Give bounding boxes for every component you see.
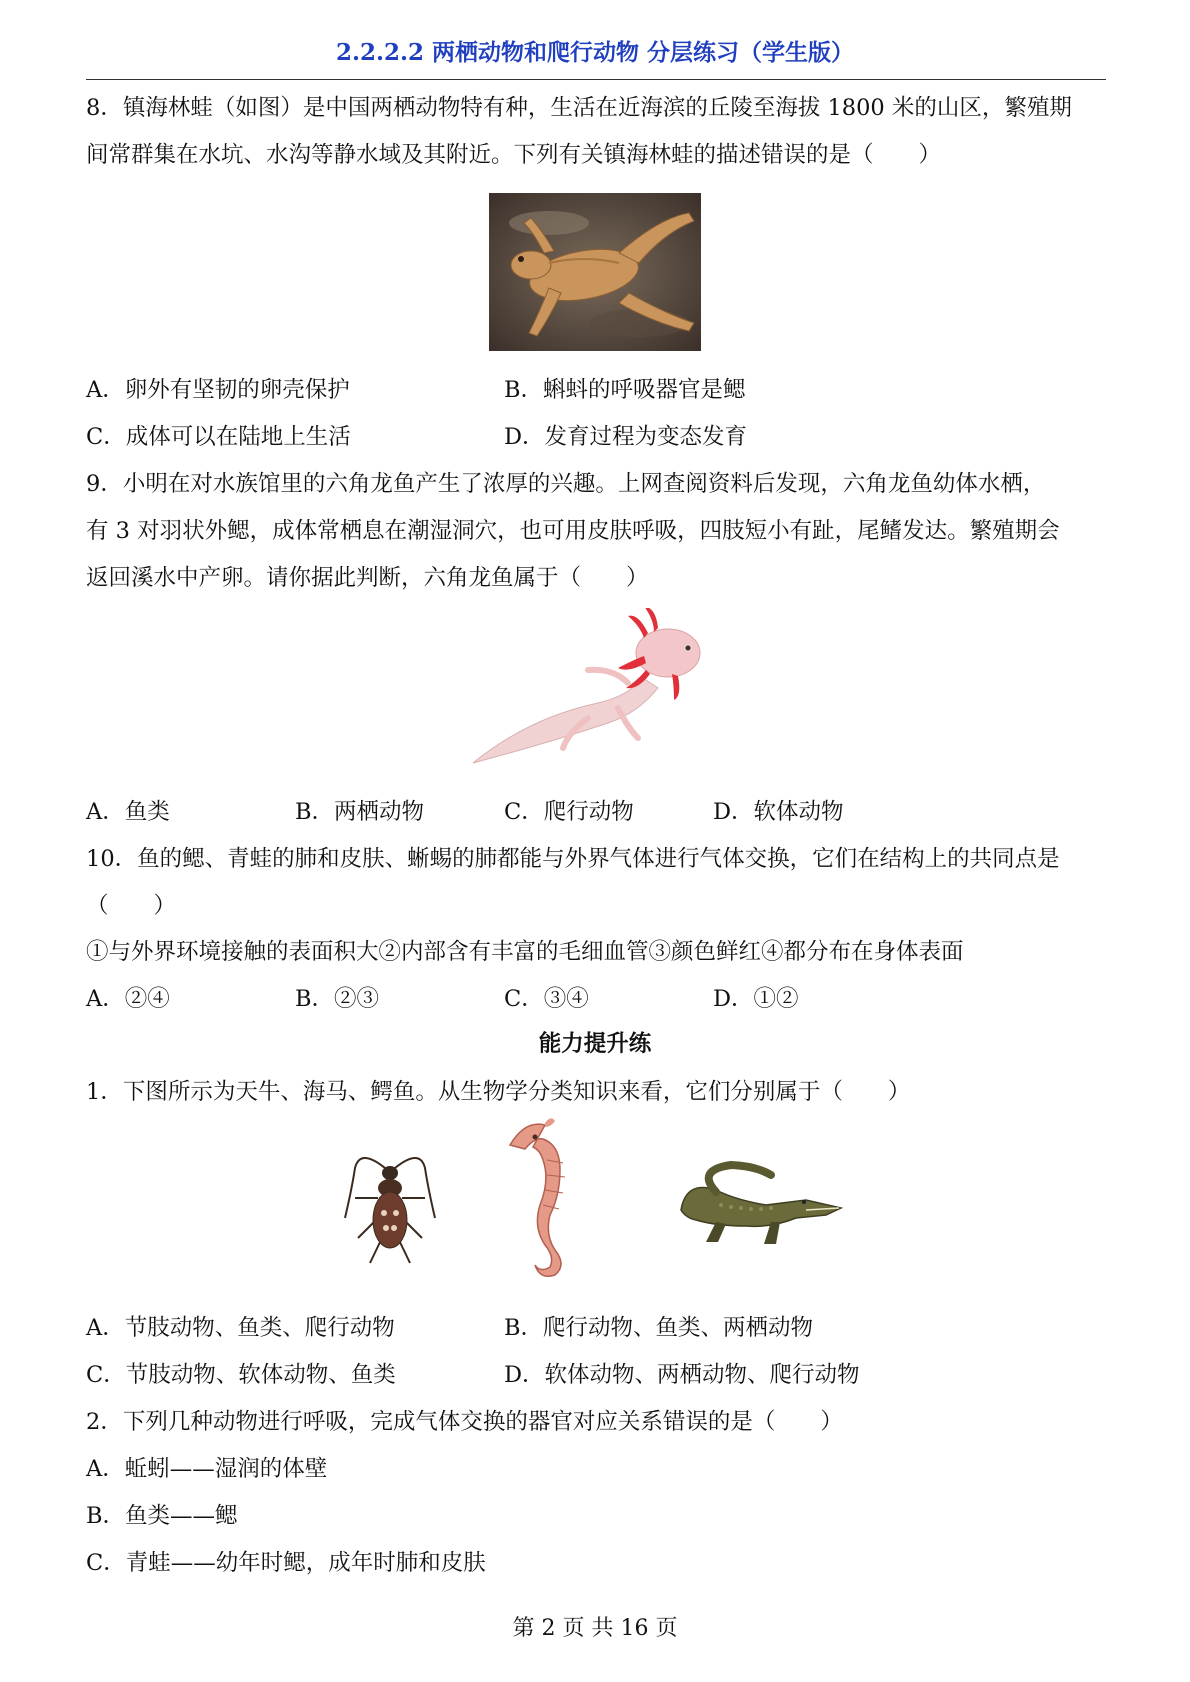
q9-stem-line-2: 有 3 对羽状外鳃，成体常栖息在潮湿洞穴，也可用皮肤呼吸，四肢短小有趾，尾鳍发达。繁殖期会 [86,518,1060,544]
q10-stem-line-3: ①与外界环境接触的表面积大②内部含有丰富的毛细血管③颜色鲜红④都分布在身体表面 [86,939,964,965]
frog-image [489,193,701,351]
q9-stem-line-3: 返回溪水中产卵。请你据此判断，六角龙鱼属于（ ） [86,565,649,591]
page-header-title: 2.2.2.2 两栖动物和爬行动物 分层练习（学生版） [335,39,855,66]
q8-option-d[interactable]: D．发育过程为变态发育 [504,424,748,450]
q10-option-a[interactable]: A．②④ [86,986,170,1012]
q10-option-d[interactable]: D．①② [713,986,799,1012]
q9-option-c[interactable]: C．爬行动物 [504,799,634,825]
axolotl-image [468,608,748,768]
q8-stem-line-1: 8．镇海林蛙（如图）是中国两栖动物特有种，生活在近海滨的丘陵至海拔 1800 米的山区，繁殖期 [86,95,1072,121]
header-divider [86,79,1106,80]
p1-option-b[interactable]: B．爬行动物、鱼类、两栖动物 [504,1315,814,1341]
q10-option-c[interactable]: C．③④ [504,986,589,1012]
longhorn-beetle-image [340,1128,440,1268]
p2-stem-line-1: 2．下列几种动物进行呼吸，完成气体交换的器官对应关系错误的是（ ） [86,1409,843,1435]
q8-option-b[interactable]: B．蝌蚪的呼吸器官是鳃 [504,377,746,403]
p1-stem-line-1: 1．下图所示为天牛、海马、鳄鱼。从生物学分类知识来看，它们分别属于（ ） [86,1079,911,1105]
seahorse-image [505,1115,595,1285]
q10-stem-line-2: （ ） [86,893,177,919]
page-footer: 第 2 页 共 16 页 [512,1616,678,1641]
q9-option-d[interactable]: D．软体动物 [713,799,844,825]
p1-option-d[interactable]: D．软体动物、两栖动物、爬行动物 [504,1362,860,1388]
q8-option-a[interactable]: A．卵外有坚韧的卵壳保护 [86,377,350,403]
section-title: 能力提升练 [538,1031,652,1057]
p2-option-c[interactable]: C．青蛙——幼年时鳃，成年时肺和皮肤 [86,1550,486,1576]
q8-option-c[interactable]: C．成体可以在陆地上生活 [86,424,351,450]
q10-stem-line-1: 10．鱼的鳃、青蛙的肺和皮肤、蜥蜴的肺都能与外界气体进行气体交换，它们在结构上的共同点是 [86,846,1060,872]
q8-stem-line-2: 间常群集在水坑、水沟等静水域及其附近。下列有关镇海林蛙的描述错误的是（ ） [86,142,942,168]
q9-option-a[interactable]: A．鱼类 [86,799,170,825]
p2-option-b[interactable]: B．鱼类——鳃 [86,1503,238,1529]
p1-option-c[interactable]: C．节肢动物、软体动物、鱼类 [86,1362,396,1388]
q9-option-b[interactable]: B．两栖动物 [295,799,425,825]
q9-stem-line-1: 9．小明在对水族馆里的六角龙鱼产生了浓厚的兴趣。上网查阅资料后发现，六角龙鱼幼体水栖， [86,471,1046,497]
p1-option-a[interactable]: A．节肢动物、鱼类、爬行动物 [86,1315,395,1341]
q10-option-b[interactable]: B．②③ [295,986,380,1012]
crocodile-image [676,1160,846,1250]
p2-option-a[interactable]: A．蚯蚓——湿润的体壁 [86,1456,328,1482]
